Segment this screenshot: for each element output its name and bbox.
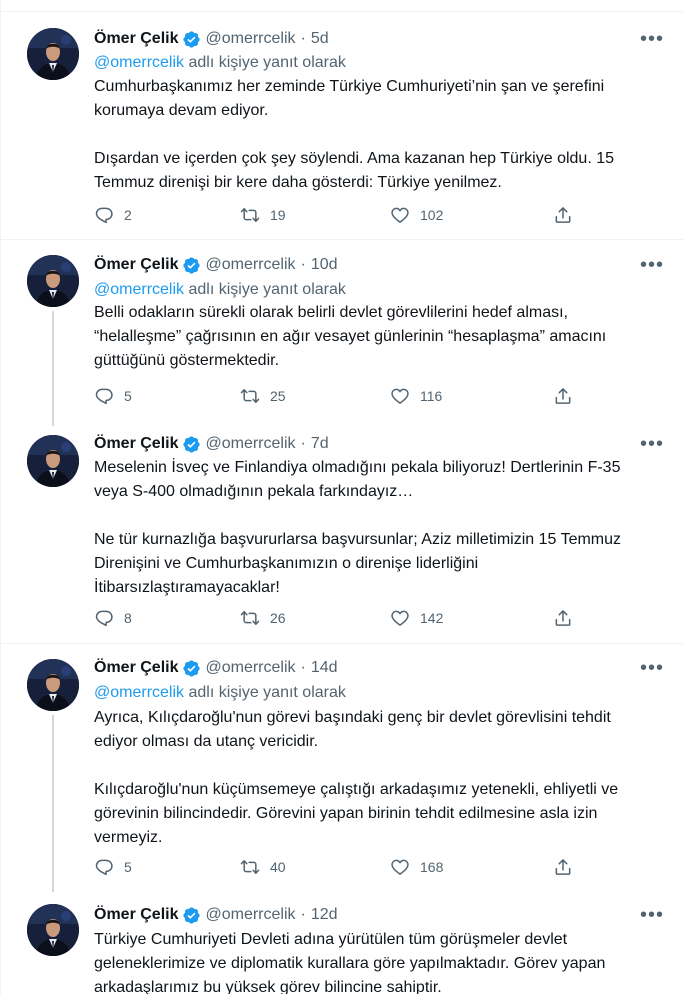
retweet-icon	[240, 857, 260, 877]
more-icon[interactable]: •••	[639, 656, 664, 679]
share-button[interactable]	[553, 384, 573, 408]
reply-count: 8	[124, 610, 132, 626]
tweet-time[interactable]: 5d	[310, 30, 329, 47]
reply-icon	[94, 857, 114, 877]
share-icon	[553, 205, 573, 225]
like-button[interactable]	[390, 855, 443, 879]
tweet-header	[94, 657, 338, 679]
retweet-icon	[240, 608, 260, 628]
author-handle[interactable]: @omerrcelik	[205, 906, 296, 923]
retweet-button[interactable]	[240, 606, 286, 630]
tweet-paragraph: Dışardan ve içerden çok şey söylendi. Ama kazanan hep Türkiye oldu. 15 Temmuz direnişi bir kere daha gösterdi: Türkiye yenilmez.	[94, 150, 614, 191]
reply-icon	[94, 608, 114, 628]
verified-badge-icon	[182, 906, 201, 925]
tweet-3[interactable]	[1, 426, 684, 644]
reply-context-label: adlı kişiye yanıt olarak	[184, 54, 346, 71]
share-icon	[553, 386, 573, 406]
reply-icon	[94, 386, 114, 406]
more-icon[interactable]: •••	[639, 27, 664, 50]
reply-button[interactable]	[94, 606, 132, 630]
tweet-header	[94, 28, 329, 50]
tweet-paragraph: Ayrıca, Kılıçdaroğlu'nun görevi başındaki genç bir devlet görevlisini tehdit ediyor olması da utanç vericidir.	[94, 709, 611, 750]
tweet-4[interactable]	[1, 644, 684, 892]
retweet-count: 19	[270, 207, 286, 223]
retweet-count: 26	[270, 610, 286, 626]
retweet-button[interactable]	[240, 384, 286, 408]
avatar[interactable]	[27, 28, 79, 80]
separator-dot: ·	[300, 906, 306, 923]
retweet-count: 25	[270, 388, 286, 404]
separator-dot: ·	[300, 435, 306, 452]
retweet-icon	[240, 205, 260, 225]
tweet-paragraph: Meselenin İsveç ve Finlandiya olmadığını pekala biliyoruz! Dertlerinin F-35 veya S-400 olmadığının pekala farkındayız…	[94, 459, 621, 500]
share-button[interactable]	[553, 203, 573, 227]
reply-count: 5	[124, 388, 132, 404]
share-button[interactable]	[553, 606, 573, 630]
retweet-button[interactable]	[240, 203, 286, 227]
tweet-time[interactable]: 12d	[310, 906, 338, 923]
thread-line	[52, 311, 54, 426]
reply-mention[interactable]: @omerrcelik	[94, 54, 185, 71]
like-count: 142	[420, 610, 444, 626]
tweet-paragraph: Cumhurbaşkanımız her zeminde Türkiye Cumhuriyeti’nin şan ve şerefini korumaya devam ediyor.	[94, 78, 605, 119]
author-name[interactable]: Ömer Çelik	[94, 435, 179, 452]
reply-button[interactable]	[94, 384, 132, 408]
more-icon[interactable]: •••	[639, 903, 664, 926]
like-icon	[390, 205, 410, 225]
tweet-actions	[94, 606, 594, 630]
reply-context-label: adlı kişiye yanıt olarak	[184, 281, 346, 298]
reply-mention[interactable]: @omerrcelik	[94, 281, 185, 298]
tweet-actions	[94, 855, 594, 879]
reply-context	[94, 279, 346, 301]
tweet-header	[94, 254, 338, 276]
tweet-header	[94, 904, 338, 926]
author-handle[interactable]: @omerrcelik	[205, 659, 296, 676]
share-icon	[553, 857, 573, 877]
like-count: 102	[420, 207, 444, 223]
avatar[interactable]	[27, 435, 79, 487]
tweet-header	[94, 433, 329, 455]
reply-button[interactable]	[94, 203, 132, 227]
avatar[interactable]	[27, 255, 79, 307]
tweet-text	[94, 301, 654, 373]
tweet-actions	[94, 203, 594, 227]
tweet-text	[94, 456, 654, 600]
tweet-actions	[94, 384, 594, 408]
tweet-time[interactable]: 7d	[310, 435, 329, 452]
author-handle[interactable]: @omerrcelik	[205, 435, 296, 452]
like-count: 116	[420, 388, 443, 404]
like-icon	[390, 386, 410, 406]
retweet-button[interactable]	[240, 855, 286, 879]
tweet-paragraph: Türkiye Cumhuriyeti Devleti adına yürütülen tüm görüşmeler devlet geleneklerimize ve diplomatik kurallara göre yapılmaktadır. Görev yapan arkadaşlarımız bu yüksek görev bilincine sahiptir.	[94, 931, 606, 994]
reply-context-label: adlı kişiye yanıt olarak	[184, 684, 346, 701]
author-name[interactable]: Ömer Çelik	[94, 906, 179, 923]
tweet-paragraph: Kılıçdaroğlu'nun küçümsemeye çalıştığı arkadaşımız yetenekli, ehliyetli ve görevinin bilincindedir. Görevini yapan birinin tehdit edilmesine asla izin vermeyiz.	[94, 781, 619, 846]
tweet-paragraph: Ne tür kurnazlığa başvururlarsa başvursunlar; Aziz milletimizin 15 Temmuz Direnişini ve Cumhurbaşkanımızın o direnişe liderliğini İtibarsızlaştıramayacaklar!	[94, 531, 622, 596]
tweet-5[interactable]	[1, 892, 684, 994]
thread-line	[52, 715, 54, 892]
avatar[interactable]	[27, 659, 79, 711]
avatar[interactable]	[27, 904, 79, 956]
like-button[interactable]	[390, 203, 443, 227]
like-icon	[390, 857, 410, 877]
verified-badge-icon	[182, 256, 201, 275]
tweet-time[interactable]: 14d	[310, 659, 338, 676]
reply-count: 5	[124, 859, 132, 875]
tweet-text	[94, 706, 654, 850]
top-divider	[1, 0, 684, 12]
tweet-time[interactable]: 10d	[310, 256, 338, 273]
reply-count: 2	[124, 207, 132, 223]
reply-icon	[94, 205, 114, 225]
like-button[interactable]	[390, 384, 442, 408]
author-handle[interactable]: @omerrcelik	[205, 30, 296, 47]
author-name[interactable]: Ömer Çelik	[94, 659, 179, 676]
share-button[interactable]	[553, 855, 573, 879]
reply-context	[94, 52, 346, 74]
separator-dot: ·	[300, 256, 306, 273]
separator-dot: ·	[300, 30, 306, 47]
verified-badge-icon	[182, 435, 201, 454]
like-icon	[390, 608, 410, 628]
share-icon	[553, 608, 573, 628]
verified-badge-icon	[182, 659, 201, 678]
like-button[interactable]	[390, 606, 443, 630]
reply-button[interactable]	[94, 855, 132, 879]
separator-dot: ·	[300, 659, 306, 676]
tweet-paragraph: Belli odakların sürekli olarak belirli devlet görevlilerini hedef alması, “helalleşme” çağrısının en ağır vesayet günlerinin “hesaplaşma” amacını güttüğünü göstermektedir.	[94, 304, 607, 369]
tweet-1[interactable]	[1, 12, 684, 240]
reply-context	[94, 682, 346, 704]
reply-mention[interactable]: @omerrcelik	[94, 684, 185, 701]
retweet-count: 40	[270, 859, 286, 875]
tweet-2[interactable]	[1, 240, 684, 426]
retweet-icon	[240, 386, 260, 406]
tweet-text	[94, 75, 654, 195]
author-handle[interactable]: @omerrcelik	[205, 256, 296, 273]
more-icon[interactable]: •••	[639, 432, 664, 455]
like-count: 168	[420, 859, 444, 875]
verified-badge-icon	[182, 30, 201, 49]
more-icon[interactable]: •••	[639, 253, 664, 276]
tweet-text	[94, 928, 654, 994]
author-name[interactable]: Ömer Çelik	[94, 256, 179, 273]
author-name[interactable]: Ömer Çelik	[94, 30, 179, 47]
